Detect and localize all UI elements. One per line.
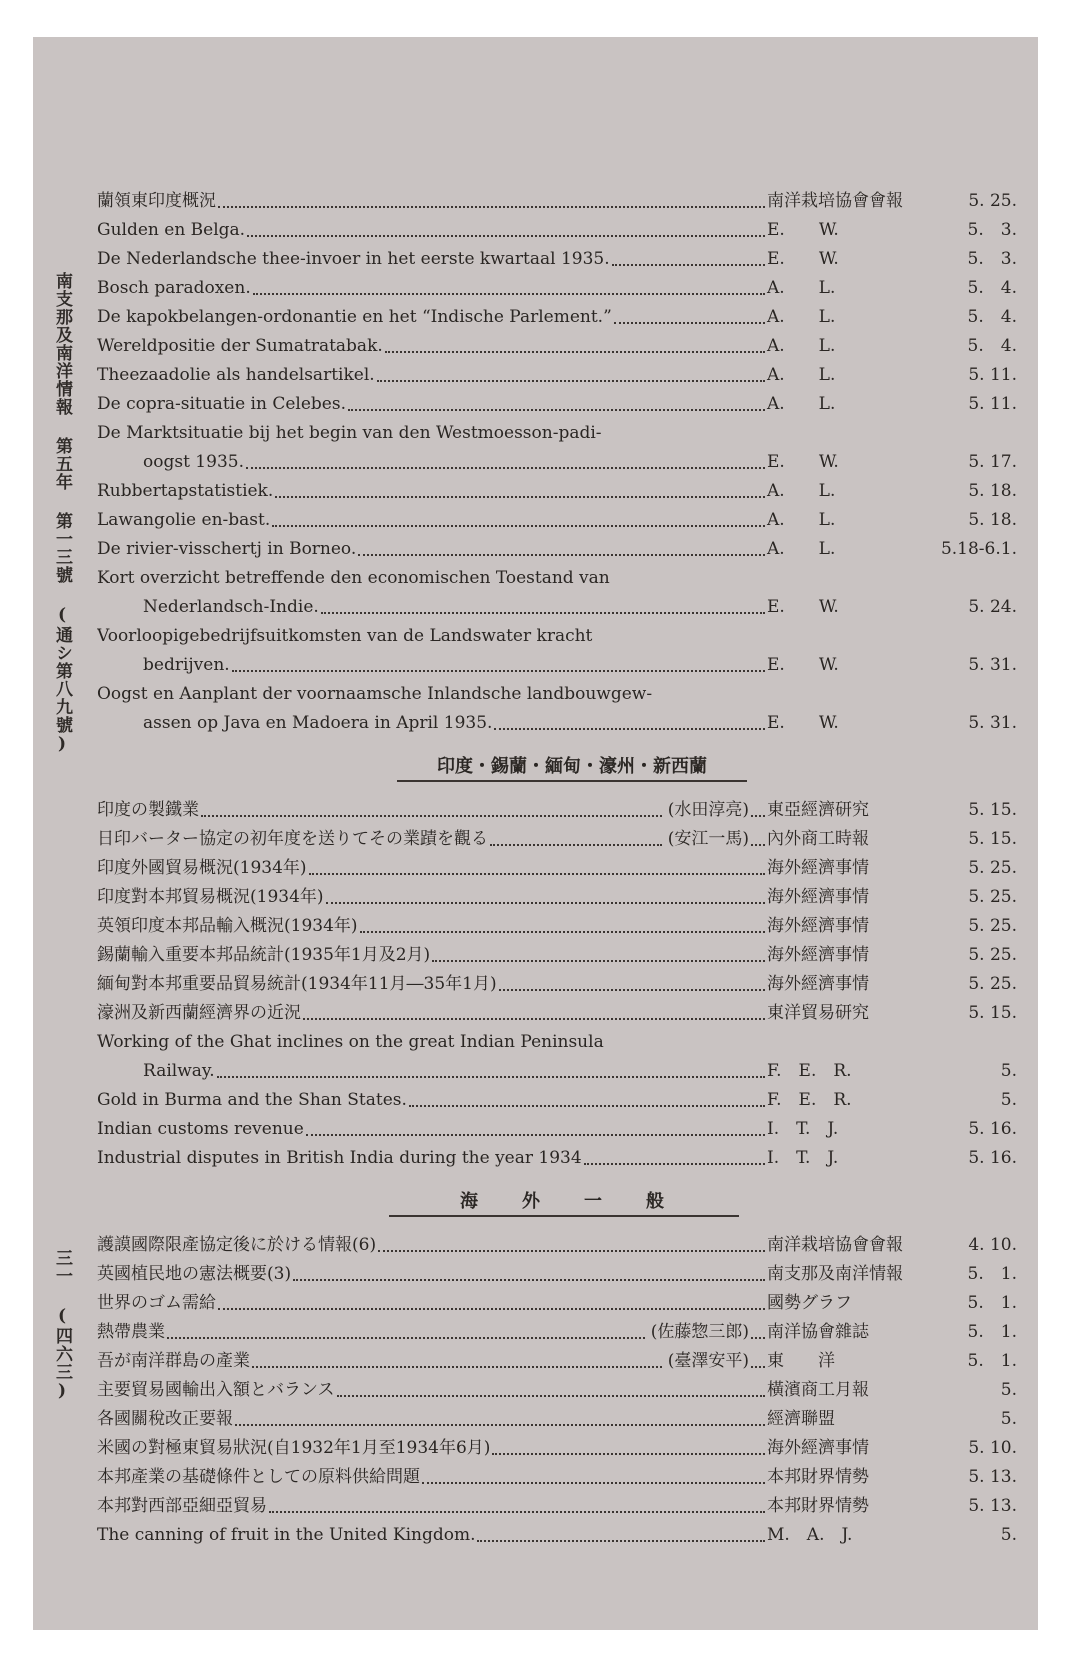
index-entry	[97, 1028, 1017, 1086]
entry-title: 錫蘭輸入重要本邦品統計(1935年1月及2月)	[97, 945, 431, 965]
entry-source: A. L.	[767, 307, 836, 327]
entry-source: 本邦財界情勢	[767, 1467, 869, 1487]
dot-leader	[201, 814, 662, 817]
entry-source: 南洋栽培協會會報	[767, 191, 903, 211]
index-entry	[97, 1434, 1017, 1463]
entry-date: 5. 1.	[967, 1293, 1017, 1313]
entry-title-line1: Voorloopigebedrijfsuitkomsten van de Landswater kracht	[97, 626, 593, 646]
entry-title: The canning of fruit in the United Kingdom.	[97, 1525, 476, 1545]
entry-title: 吾が南洋群島の產業	[97, 1351, 250, 1371]
index-entry	[97, 1521, 1017, 1550]
entry-title-area	[97, 854, 767, 883]
entry-title: 英國植民地の憲法概要(3)	[97, 1264, 292, 1284]
entry-date: 5. 13.	[968, 1467, 1017, 1487]
dot-leader	[246, 466, 765, 469]
dot-leader	[614, 321, 765, 324]
index-entry	[97, 970, 1017, 999]
index-entry	[97, 419, 1017, 477]
dot-leader	[377, 379, 765, 382]
dot-leader	[751, 1336, 765, 1339]
index-entry	[97, 477, 1017, 506]
dot-leader	[409, 1104, 765, 1107]
index-entry	[97, 883, 1017, 912]
entry-source: 南洋栽培協會會報	[767, 1235, 903, 1255]
entry-title: 日印バーター協定の初年度を送りてその業蹟を觀る	[97, 829, 488, 849]
entry-title: 印度對本邦貿易概況(1934年)	[97, 887, 324, 907]
entry-title-line1: Working of the Ghat inclines on the great Indian Peninsula	[97, 1032, 604, 1052]
entry-title: Gulden en Belga.	[97, 220, 246, 240]
dot-leader	[751, 843, 765, 846]
entry-date: 5.	[1000, 1525, 1017, 1545]
entry-title-area	[97, 1086, 767, 1115]
entry-title: 護謨國際限產協定後に於ける情報(6)	[97, 1235, 377, 1255]
entry-source: A. L.	[767, 481, 836, 501]
entry-source: 海外經濟事情	[767, 887, 869, 907]
entry-date: 5.	[1000, 1380, 1017, 1400]
dot-leader	[218, 205, 765, 208]
entry-title-line1: Oogst en Aanplant der voornaamsche Inlandsche landbouwgew-	[97, 684, 653, 704]
section-heading-india	[97, 738, 1017, 796]
entry-title-area	[97, 1405, 767, 1434]
entry-title-area	[97, 361, 767, 390]
entry-title: Wereldpositie der Sumatratabak.	[97, 336, 383, 356]
entry-title-area	[97, 245, 767, 274]
entry-date: 5. 18.	[968, 481, 1017, 501]
entry-title-area	[97, 1492, 767, 1521]
index-entry	[97, 680, 1017, 738]
index-entry	[97, 1086, 1017, 1115]
index-entry	[97, 1144, 1017, 1173]
entry-source: 海外經濟事情	[767, 916, 869, 936]
journal-margin-title: 南支那及南洋情報 第五年 第一三號 (通シ第八九號)	[52, 272, 72, 755]
index-entry	[97, 1289, 1017, 1318]
entry-date: 5. 25.	[968, 191, 1017, 211]
dot-leader	[751, 814, 765, 817]
section-overseas-general	[97, 1231, 1017, 1550]
index-entry	[97, 622, 1017, 680]
dot-leader	[360, 930, 765, 933]
index-entry	[97, 1376, 1017, 1405]
entry-title-area	[97, 216, 767, 245]
entry-title-area	[97, 1260, 767, 1289]
entry-date: 5.	[1000, 1090, 1017, 1110]
entry-title-area	[97, 796, 767, 825]
entry-date: 5. 31.	[968, 713, 1017, 733]
dot-leader	[306, 1133, 765, 1136]
entry-title-area	[97, 1289, 767, 1318]
entry-date: 5. 25.	[968, 974, 1017, 994]
entry-source: 東亞經濟研究	[767, 800, 869, 820]
entry-source: 橫濱商工月報	[767, 1380, 869, 1400]
entry-title: De rivier-visschertj in Borneo.	[97, 539, 357, 559]
entry-title-area	[97, 883, 767, 912]
dot-leader	[232, 669, 765, 672]
entry-source: 南洋協會雜誌	[767, 1322, 869, 1342]
dot-leader	[432, 959, 765, 962]
entry-title-area	[97, 999, 767, 1028]
index-entry	[97, 535, 1017, 564]
entry-date: 5. 3.	[967, 249, 1017, 269]
section-netherlands-indies	[97, 187, 1017, 738]
section-heading-text: 印度・錫蘭・緬甸・濠州・新西蘭	[397, 752, 747, 782]
index-entry	[97, 999, 1017, 1028]
entry-title-area	[97, 622, 767, 680]
entry-title-area	[97, 1115, 767, 1144]
entry-title-area	[97, 1028, 767, 1086]
entry-date: 5. 4.	[967, 278, 1017, 298]
entry-title-line1: Kort overzicht betreffende den economischen Toestand van	[97, 568, 610, 588]
index-entry	[97, 825, 1017, 854]
entry-source: A. L.	[767, 336, 836, 356]
dot-leader	[321, 611, 765, 614]
entry-title-area	[97, 535, 767, 564]
entry-source: A. L.	[767, 539, 836, 559]
dot-leader	[499, 988, 765, 991]
entry-source: A. L.	[767, 365, 836, 385]
dot-leader	[337, 1394, 766, 1397]
entry-title: Indian customs revenue	[97, 1119, 304, 1139]
entry-title-area	[97, 303, 767, 332]
entry-author: (水田淳亮)	[667, 800, 749, 820]
entry-date: 5. 16.	[968, 1148, 1017, 1168]
dot-leader	[167, 1336, 645, 1339]
dot-leader	[303, 1017, 765, 1020]
entry-title-area	[97, 477, 767, 506]
index-entry	[97, 506, 1017, 535]
dot-leader	[293, 1278, 765, 1281]
entry-title-area	[97, 1376, 767, 1405]
entry-source: E. W.	[767, 713, 839, 733]
dot-leader	[218, 1307, 765, 1310]
entry-title-line2: assen op Java en Madoera in April 1935.	[143, 713, 493, 733]
entry-title: Gold in Burma and the Shan States.	[97, 1090, 407, 1110]
section-heading-overseas	[97, 1173, 1017, 1231]
entry-title: 米國の對極東貿易狀況(自1932年1月至1934年6月)	[97, 1438, 491, 1458]
entry-source: 海外經濟事情	[767, 1438, 869, 1458]
entry-title: 英領印度本邦品輸入概況(1934年)	[97, 916, 358, 936]
entry-source: E. W.	[767, 452, 839, 472]
document-page	[33, 37, 1038, 1630]
entry-title: 蘭領東印度概況	[97, 191, 216, 211]
entry-source: F. E. R.	[767, 1090, 852, 1110]
entry-source: E. W.	[767, 220, 839, 240]
entry-source: 國勢グラフ	[767, 1293, 852, 1313]
entry-date: 5. 15.	[968, 829, 1017, 849]
entry-date: 5. 10.	[968, 1438, 1017, 1458]
entry-title: 主要貿易國輸出入額とバランス	[97, 1380, 335, 1400]
index-entry	[97, 941, 1017, 970]
index-entry	[97, 1347, 1017, 1376]
entry-title: De copra-situatie in Celebes.	[97, 394, 346, 414]
dot-leader	[490, 843, 662, 846]
entry-source: E. W.	[767, 597, 839, 617]
index-entry	[97, 390, 1017, 419]
index-entry	[97, 303, 1017, 332]
index-entry	[97, 361, 1017, 390]
dot-leader	[252, 1365, 662, 1368]
dot-leader	[612, 263, 765, 266]
entry-source: 海外經濟事情	[767, 945, 869, 965]
entry-date: 5. 3.	[967, 220, 1017, 240]
entry-title-area	[97, 1318, 767, 1347]
dot-leader	[247, 234, 765, 237]
entry-date: 5.18-6.1.	[940, 539, 1017, 559]
entry-title: Lawangolie en-bast.	[97, 510, 271, 530]
index-entry	[97, 1318, 1017, 1347]
entry-title-area	[97, 1434, 767, 1463]
entry-date: 5.	[1000, 1409, 1017, 1429]
entry-title: 緬甸對本邦重要品貿易統計(1934年11月―35年1月)	[97, 974, 497, 994]
entry-title-area	[97, 912, 767, 941]
entry-title: Theezaadolie als handelsartikel.	[97, 365, 375, 385]
dot-leader	[275, 495, 765, 498]
entry-date: 5. 25.	[968, 887, 1017, 907]
entry-date: 5. 15.	[968, 800, 1017, 820]
entry-date: 5. 1.	[967, 1322, 1017, 1342]
section-india	[97, 796, 1017, 1173]
entry-date: 5. 15.	[968, 1003, 1017, 1023]
index-entry	[97, 1260, 1017, 1289]
dot-leader	[358, 553, 765, 556]
dot-leader	[253, 292, 765, 295]
entry-date: 5. 25.	[968, 916, 1017, 936]
index-entry	[97, 274, 1017, 303]
index-entry	[97, 332, 1017, 361]
entry-source: 東洋貿易研究	[767, 1003, 869, 1023]
entry-title-area	[97, 1521, 767, 1550]
index-entry	[97, 1405, 1017, 1434]
dot-leader	[584, 1162, 765, 1165]
entry-title: 熱帶農業	[97, 1322, 165, 1342]
dot-leader	[309, 872, 765, 875]
entry-title-line2: bedrijven.	[143, 655, 230, 675]
index-entry	[97, 912, 1017, 941]
dot-leader	[269, 1510, 765, 1513]
index-entry	[97, 854, 1017, 883]
dot-leader	[217, 1075, 765, 1078]
entry-source: A. L.	[767, 278, 836, 298]
entry-author: (佐藤惣三郎)	[650, 1322, 749, 1342]
entry-title: Rubbertapstatistiek.	[97, 481, 274, 501]
entry-date: 5. 17.	[968, 452, 1017, 472]
entry-title-line2: oogst 1935.	[143, 452, 244, 472]
dot-leader	[378, 1249, 765, 1252]
index-entry	[97, 796, 1017, 825]
entry-source: 東 洋	[767, 1351, 835, 1371]
entry-title-line2: Railway.	[143, 1061, 215, 1081]
dot-leader	[326, 901, 765, 904]
entry-title-area	[97, 941, 767, 970]
index-entry	[97, 1492, 1017, 1521]
entry-source: I. T. J.	[767, 1148, 839, 1168]
entry-title: 各國關稅改正要報	[97, 1409, 233, 1429]
entry-date: 5. 4.	[967, 336, 1017, 356]
entry-title-line1: De Marktsituatie bij het begin van den Westmoesson-padi-	[97, 423, 602, 443]
entry-author: (臺澤安平)	[667, 1351, 749, 1371]
entry-source: I. T. J.	[767, 1119, 839, 1139]
entry-title-area	[97, 564, 767, 622]
entry-title: 濠洲及新西蘭經濟界の近況	[97, 1003, 301, 1023]
entry-title-area	[97, 1231, 767, 1260]
entry-source: F. E. R.	[767, 1061, 852, 1081]
entry-date: 5. 25.	[968, 945, 1017, 965]
dot-leader	[385, 350, 765, 353]
entry-title-area	[97, 825, 767, 854]
index-entry	[97, 245, 1017, 274]
entry-date: 5.	[1000, 1061, 1017, 1081]
index-entry	[97, 1115, 1017, 1144]
dot-leader	[348, 408, 765, 411]
entry-title: 世界のゴム需給	[97, 1293, 216, 1313]
entry-source: 南支那及南洋情報	[767, 1264, 903, 1284]
entry-title-area	[97, 506, 767, 535]
entry-title-area	[97, 970, 767, 999]
index-entry	[97, 1463, 1017, 1492]
entry-date: 4. 10.	[968, 1235, 1017, 1255]
entry-source: A. L.	[767, 394, 836, 414]
entry-date: 5. 11.	[968, 394, 1017, 414]
entry-date: 5. 13.	[968, 1496, 1017, 1516]
entry-source: E. W.	[767, 655, 839, 675]
entry-source: 本邦財界情勢	[767, 1496, 869, 1516]
entry-source: M. A. J.	[767, 1525, 853, 1545]
entry-title: Bosch paradoxen.	[97, 278, 251, 298]
entry-date: 5. 4.	[967, 307, 1017, 327]
index-entry	[97, 216, 1017, 245]
entry-author: (安江一馬)	[667, 829, 749, 849]
entry-title-area	[97, 1463, 767, 1492]
dot-leader	[492, 1452, 765, 1455]
section-heading-text: 海外一般	[389, 1187, 739, 1217]
entry-title: De kapokbelangen-ordonantie en het “Indische Parlement.”	[97, 307, 612, 327]
entry-date: 5. 11.	[968, 365, 1017, 385]
dot-leader	[272, 524, 765, 527]
entry-source: 海外經濟事情	[767, 974, 869, 994]
index-entry	[97, 564, 1017, 622]
entry-title: De Nederlandsche thee-invoer in het eerste kwartaal 1935.	[97, 249, 610, 269]
entry-source: 經濟聯盟	[767, 1409, 835, 1429]
dot-leader	[751, 1365, 765, 1368]
entry-date: 5. 1.	[967, 1264, 1017, 1284]
entry-title-area	[97, 274, 767, 303]
entry-title-area	[97, 187, 767, 216]
dot-leader	[477, 1539, 765, 1542]
page-number-margin: 三一 (四六三)	[52, 1249, 72, 1402]
index-content	[97, 187, 1017, 1550]
index-entry	[97, 187, 1017, 216]
entry-title-area	[97, 390, 767, 419]
entry-title: 本邦產業の基礎條件としての原料供給問題	[97, 1467, 420, 1487]
entry-source: A. L.	[767, 510, 836, 530]
entry-title-line2: Nederlandsch-Indie.	[143, 597, 319, 617]
entry-title: 印度の製鐵業	[97, 800, 199, 820]
entry-date: 5. 25.	[968, 858, 1017, 878]
entry-date: 5. 1.	[967, 1351, 1017, 1371]
entry-title-area	[97, 1347, 767, 1376]
dot-leader	[494, 727, 765, 730]
entry-title-area	[97, 1144, 767, 1173]
entry-title: 印度外國貿易概況(1934年)	[97, 858, 307, 878]
entry-date: 5. 24.	[968, 597, 1017, 617]
entry-title-area	[97, 419, 767, 477]
entry-source: 海外經濟事情	[767, 858, 869, 878]
entry-date: 5. 16.	[968, 1119, 1017, 1139]
dot-leader	[422, 1481, 765, 1484]
entry-title: Industrial disputes in British India during the year 1934	[97, 1148, 582, 1168]
entry-date: 5. 18.	[968, 510, 1017, 530]
entry-title-area	[97, 680, 767, 738]
entry-title: 本邦對西部亞細亞貿易	[97, 1496, 267, 1516]
entry-source: E. W.	[767, 249, 839, 269]
entry-source: 內外商工時報	[767, 829, 869, 849]
entry-date: 5. 31.	[968, 655, 1017, 675]
index-entry	[97, 1231, 1017, 1260]
dot-leader	[235, 1423, 765, 1426]
entry-title-area	[97, 332, 767, 361]
